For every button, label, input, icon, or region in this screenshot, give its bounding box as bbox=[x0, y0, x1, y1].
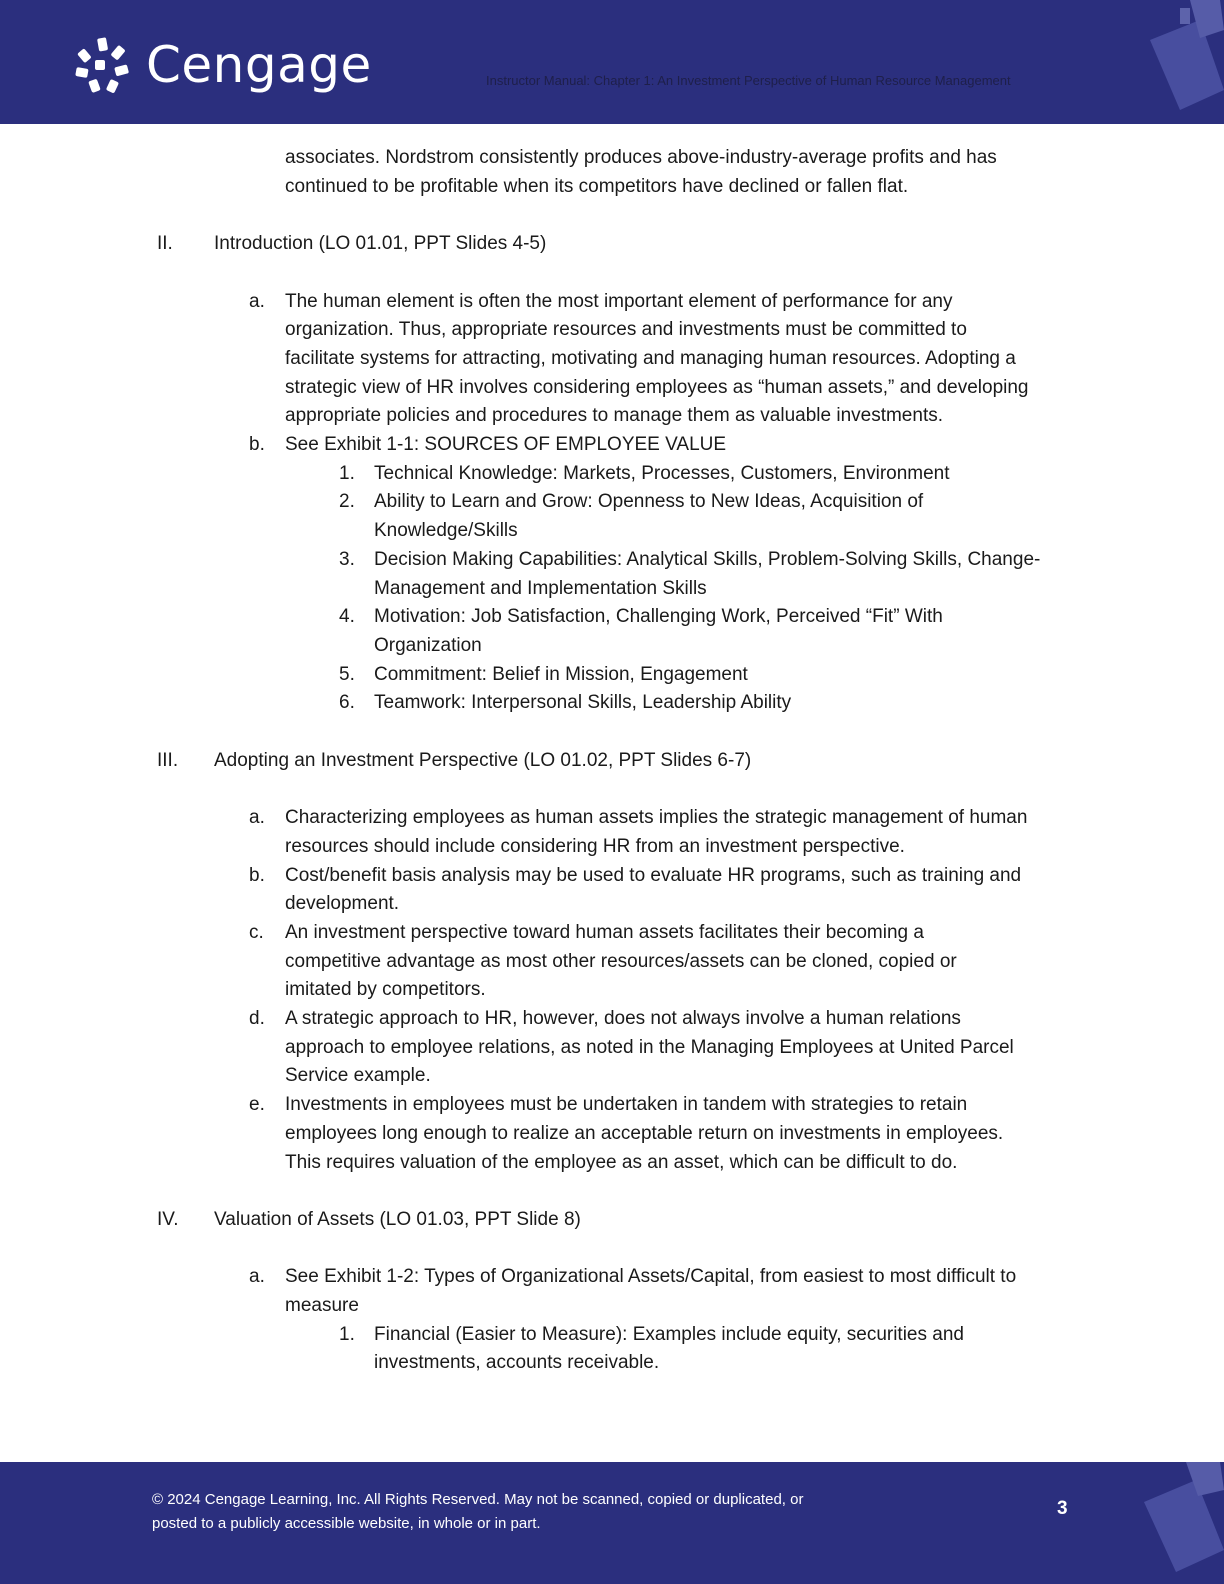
sublist-item-text: Motivation: Job Satisfaction, Challenging Work, Perceived “Fit” With bbox=[374, 606, 943, 628]
sublist-item-text: Commitment: Belief in Mission, Engagement bbox=[374, 663, 748, 685]
list-item-text: strategic view of HR involves considering employees as “human assets,” and developing bbox=[285, 376, 1029, 398]
sublist-marker: 5. bbox=[339, 663, 355, 685]
copyright-line: posted to a publicly accessible website, in whole or in part. bbox=[152, 1515, 541, 1532]
copyright-line: © 2024 Cengage Learning, Inc. All Rights Reserved. May not be scanned, copied or duplicated, or bbox=[152, 1491, 804, 1508]
section-heading: Introduction (LO 01.01, PPT Slides 4-5) bbox=[214, 233, 547, 255]
list-item-text: appropriate policies and procedures to manage them as valuable investments. bbox=[285, 405, 943, 427]
list-item-text: The human element is often the most important element of performance for any bbox=[285, 290, 953, 312]
section-numeral: III. bbox=[157, 749, 179, 771]
sublist-marker: 1. bbox=[339, 462, 355, 484]
page-header bbox=[0, 0, 1224, 124]
list-marker: e. bbox=[249, 1094, 265, 1116]
sublist-marker: 4. bbox=[339, 606, 355, 628]
list-marker: a. bbox=[249, 290, 265, 312]
list-marker: d. bbox=[249, 1008, 265, 1029]
sublist-marker: 6. bbox=[339, 692, 355, 714]
list-item-text: See Exhibit 1-2: Types of Organizational Assets/Capital, from easiest to most difficult to bbox=[285, 1266, 1017, 1288]
sublist-item-text: Knowledge/Skills bbox=[374, 520, 518, 542]
list-item-text: development. bbox=[285, 893, 400, 915]
list-item-text: Investments in employees must be undertaken in tandem with strategies to retain bbox=[285, 1094, 968, 1116]
sublist-item-text: Organization bbox=[374, 634, 482, 656]
brand-name: Cengage bbox=[146, 36, 372, 94]
sublist-marker: 3. bbox=[339, 548, 355, 570]
list-item-text: Service example. bbox=[285, 1065, 431, 1087]
sublist-marker: 2. bbox=[339, 491, 355, 513]
list-marker: a. bbox=[249, 1266, 265, 1288]
cengage-logo-icon bbox=[74, 36, 132, 94]
list-marker: c. bbox=[249, 921, 264, 943]
list-item-text: An investment perspective toward human assets facilitates their becoming a bbox=[285, 921, 924, 943]
sublist-item-text: Ability to Learn and Grow: Openness to New Ideas, Acquisition of bbox=[374, 491, 924, 513]
list-item-text: competitive advantage as most other resources/assets can be cloned, copied or bbox=[285, 950, 957, 972]
page-footer bbox=[0, 1462, 1224, 1584]
brand-logo bbox=[74, 36, 372, 94]
section-heading: Adopting an Investment Perspective (LO 01.02, PPT Slides 6-7) bbox=[214, 749, 752, 771]
copyright-notice bbox=[152, 1488, 912, 1536]
list-item-text: A strategic approach to HR, however, does not always involve a human relations bbox=[285, 1008, 961, 1029]
document-title: Instructor Manual: Chapter 1: An Investment Perspective of Human Resource Management bbox=[486, 73, 1011, 88]
section-numeral: IV. bbox=[157, 1208, 179, 1230]
sublist-marker: 1. bbox=[339, 1323, 355, 1345]
list-item-text: employees long enough to realize an acceptable return on investments in employees. bbox=[285, 1122, 1004, 1144]
sublist-item-text: Decision Making Capabilities: Analytical Skills, Problem-Solving Skills, Change- bbox=[374, 548, 1041, 570]
list-item-text: Cost/benefit basis analysis may be used to evaluate HR programs, such as training and bbox=[285, 864, 1022, 886]
list-item-text: approach to employee relations, as noted in the Managing Employees at United Parcel bbox=[285, 1036, 1014, 1058]
list-item-text: measure bbox=[285, 1295, 359, 1316]
section-heading: Valuation of Assets (LO 01.03, PPT Slide 8) bbox=[214, 1208, 581, 1230]
section-numeral: II. bbox=[157, 233, 173, 255]
list-item-text: This requires valuation of the employee as an asset, which can be difficult to do. bbox=[285, 1151, 958, 1173]
sublist-item-text: Financial (Easier to Measure): Examples include equity, securities and bbox=[374, 1323, 964, 1345]
continuation-text: continued to be profitable when its competitors have declined or fallen flat. bbox=[285, 175, 909, 197]
abstract-shapes-icon bbox=[1140, 1462, 1224, 1584]
list-item-text: imitated by competitors. bbox=[285, 979, 486, 1001]
list-marker: b. bbox=[249, 864, 265, 886]
list-item-text: Characterizing employees as human assets implies the strategic management of human bbox=[285, 807, 1028, 829]
list-marker: a. bbox=[249, 807, 265, 829]
abstract-shapes-icon bbox=[1140, 0, 1224, 124]
sublist-item-text: investments, accounts receivable. bbox=[374, 1352, 660, 1374]
list-item-text: resources should include considering HR from an investment perspective. bbox=[285, 835, 905, 857]
page-number: 3 bbox=[1057, 1498, 1068, 1519]
continuation-text: associates. Nordstrom consistently produces above-industry-average profits and has bbox=[285, 147, 997, 168]
list-item-text: organization. Thus, appropriate resources and investments must be committed to bbox=[285, 319, 967, 341]
list-marker: b. bbox=[249, 434, 265, 455]
sublist-item-text: Technical Knowledge: Markets, Processes, Customers, Environment bbox=[374, 462, 950, 484]
sublist-item-text: Management and Implementation Skills bbox=[374, 577, 707, 599]
list-item-text: facilitate systems for attracting, motivating and managing human resources. Adopting a bbox=[285, 347, 1016, 369]
sublist-item-text: Teamwork: Interpersonal Skills, Leadership Ability bbox=[374, 692, 792, 714]
list-item-text: See Exhibit 1-1: SOURCES OF EMPLOYEE VALUE bbox=[285, 434, 727, 455]
